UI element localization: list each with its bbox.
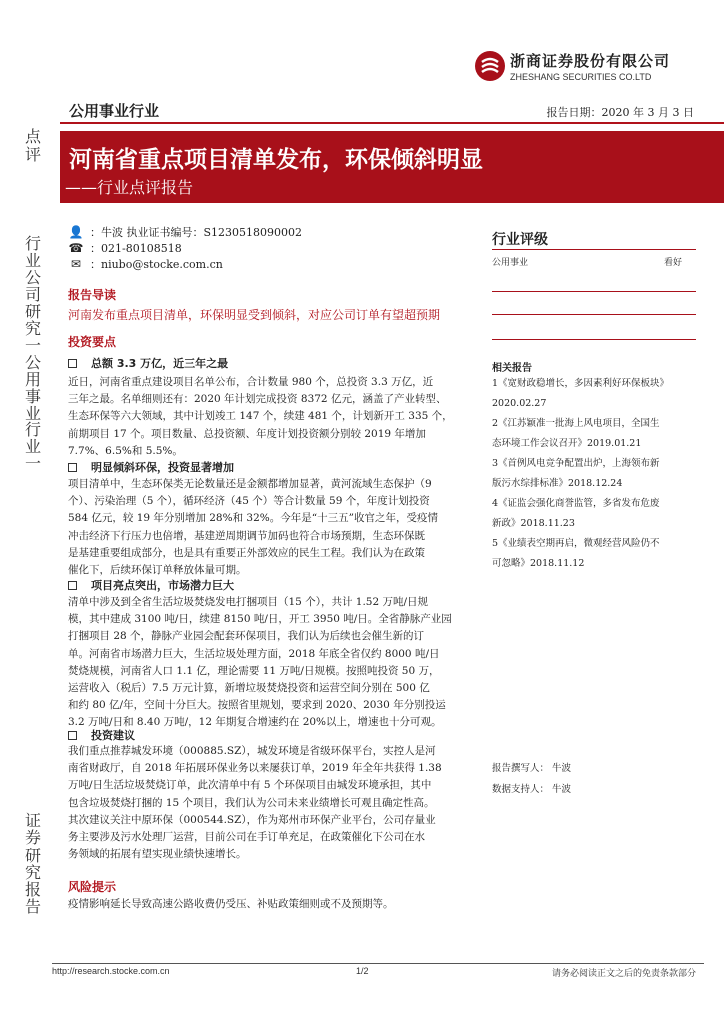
paragraph-line: 项目清单中，生态环保类无论数量还是金额都增加显著，黄河流域生态保护（9	[68, 478, 432, 490]
related-line: 1《宽财政稳增长，多因素利好环保板块》	[492, 378, 670, 389]
paragraph-line: 7.7%、6.5%和 5.5%。	[68, 444, 183, 457]
paragraph-line: 其次建议关注中原环保（000544.SZ），作为郑州市环保产业平台，公司存量业	[68, 813, 436, 826]
related-list	[492, 374, 692, 574]
point-heading-4	[68, 727, 135, 743]
paragraph-line: 和约 80 亿/年，空间十分巨大。按照省里规划，要求到 2020、2030 年分别投运	[68, 699, 446, 712]
rating-title: 行业评级	[492, 232, 548, 248]
left-char: 证	[24, 811, 41, 830]
email-text: ：niubo@stocke.com.cn	[90, 258, 223, 271]
report-subtitle: ——行业点评报告	[65, 178, 194, 197]
paragraph-line: 万吨/日生活垃圾焚烧订单，此次清单中有 5 个环保项目由城发环境承担，其中	[68, 779, 432, 792]
point-title: 明显倾斜环保，投资显著增加	[91, 461, 234, 474]
left-char: 业	[24, 250, 41, 270]
footer-disclaimer: 请务必阅读正文之后的免责条款部分	[551, 969, 696, 979]
rating-row	[492, 255, 682, 268]
paragraph-line: 运营收入（税后）7.5 万元计算，新增垃圾焚烧投资和运营空间分别在 500 亿	[68, 682, 430, 695]
left-char: 究	[24, 862, 41, 882]
mail-icon: ✉	[70, 257, 82, 271]
left-char: 一	[24, 335, 41, 355]
rating-divider-2	[492, 291, 696, 292]
left-char: 司	[24, 284, 41, 304]
left-char: 公	[24, 267, 41, 287]
left-char: 评	[24, 144, 41, 164]
header-divider	[60, 122, 724, 124]
guide-text: 河南发布重点项目清单，环保明显受到倾斜，对应公司订单有望超预期	[68, 308, 441, 322]
checkbox-icon	[68, 581, 77, 590]
paragraph-line: 三年之最。名单细则还有：2020 年计划完成投资 8372 亿元，涵盖了产业转型、	[68, 393, 447, 406]
rating-divider-4	[492, 339, 696, 340]
point-title: 项目亮点突出，市场潜力巨大	[91, 579, 234, 592]
paragraph-line: 模，其中建成 3100 吨/日，续建 8150 吨/日，开工 3950 吨/日。全省静脉产业园	[68, 613, 452, 626]
left-char: 公	[24, 352, 41, 372]
brand-logo	[474, 50, 670, 82]
left-char: 行	[24, 420, 41, 440]
paragraph-line: 是基建重要组成部分，也是具有重要正外部效应的民生工程。我们认为在政策	[68, 546, 425, 559]
report-title: 河南省重点项目清单发布，环保倾斜明显	[69, 147, 483, 173]
point-heading-2	[68, 459, 234, 475]
left-char: 研	[24, 301, 41, 321]
related-line: 新政》2018.11.23	[492, 518, 575, 529]
left-char: 业	[24, 437, 41, 457]
paragraph-line: 焚烧规模，河南省人口 1.1 亿，理论需要 11 万吨/日规模。按照吨投资 50 万，	[68, 664, 440, 677]
related-line: 3《首例风电竞争配置出炉，上海领布新	[492, 458, 660, 469]
related-line: 版污水综排标准》2018.12.24	[492, 478, 623, 489]
point-heading-1	[68, 355, 228, 371]
rating-divider-3	[492, 314, 696, 315]
rating-sector: 公用事业	[492, 258, 529, 268]
left-column-bottom	[20, 812, 46, 916]
left-char: 一	[24, 454, 41, 474]
checkbox-icon	[68, 731, 77, 740]
left-char: 告	[24, 897, 41, 917]
footer-divider	[52, 963, 704, 964]
related-line: 态环境工作会议召开》2019.01.21	[492, 438, 642, 449]
point-title: 总额 3.3 万亿，近三年之最	[91, 357, 229, 370]
brand-emblem-icon	[474, 50, 506, 82]
person-icon: 👤	[68, 225, 84, 239]
guide-heading: 报告导读	[68, 288, 117, 302]
left-char: 事	[24, 386, 41, 406]
paragraph-line: 3.2 万吨/日和 8.40 万吨/，12 年期复合增速约在 20%以上，增速也十分可观。	[68, 716, 442, 729]
paragraph-line: 584 亿元，较 19 年分别增加 28%和 32%。今年是“十三五”收官之年，受疫情	[68, 512, 439, 525]
paragraph-line: 打捆项目 28 个，静脉产业园会配套环保项目，我们认为后续也会催生新的订	[68, 630, 425, 643]
paragraph-line: 务领域的拓展有望实现业绩快速增长。	[68, 848, 247, 861]
point-title: 投资建议	[91, 729, 135, 742]
point-paragraph-4	[68, 743, 476, 863]
paragraph-line: 生态环保等六大领域，其中计划竣工 147 个，续建 481 个，计划新开工 335 个，	[68, 410, 453, 423]
paragraph-line: 近日，河南省重点建设项目名单公布，合计数量 980 个，总投资 3.3 万亿，近	[68, 376, 434, 388]
page-number: 1/2	[356, 966, 369, 976]
paragraph-line: 南省财政厅，自 2018 年拓展环保业务以来屡获订单，2019 年全年共获得 1.38	[68, 762, 442, 775]
paragraph-line: 我们重点推荐城发环境（000885.SZ），城发环境是省级环保平台，实控人是河	[68, 745, 436, 757]
left-char: 点	[24, 127, 41, 146]
paragraph-line: 单。河南省市场潜力巨大，生活垃圾处理方面，2018 年底全省仅约 8000 吨/日	[68, 647, 440, 660]
related-line: 可忽略》2018.11.12	[492, 558, 585, 569]
related-line: 5《业绩表空期再启，微观经营风险仍不	[492, 538, 660, 549]
footer-url[interactable]: http://research.stocke.com.cn	[52, 966, 170, 976]
checkbox-icon	[68, 463, 77, 472]
industry-label: 公用事业行业	[69, 102, 160, 120]
paragraph-line: 催化下，后续环保订单释放体量可期。	[68, 564, 247, 577]
left-char: 研	[24, 845, 41, 865]
left-char: 报	[24, 880, 41, 900]
left-char: 行	[24, 234, 41, 253]
data-supporter: 数据支持人： 牛波	[492, 784, 572, 795]
left-char: 究	[24, 318, 41, 338]
left-char: 业	[24, 403, 41, 423]
paragraph-line: 前期项目 17 个。项目数量、总投资额、年度计划投资额分别较 2019 年增加	[68, 427, 426, 440]
left-char: 用	[24, 369, 41, 389]
related-heading: 相关报告	[492, 363, 532, 374]
left-char: 券	[24, 828, 41, 848]
paragraph-line: 冲击经济下行压力也倍增，基建逆周期调节加码也符合市场预期，生态环保既	[68, 529, 425, 542]
report-date: 报告日期：2020 年 3 月 3 日	[546, 106, 694, 119]
point-paragraph-2	[68, 476, 476, 579]
paragraph-line: 务主要涉及污水处理厂运营，目前公司在手订单充足，在政策催化下公司在水	[68, 831, 425, 844]
related-line: 2020.02.27	[492, 398, 547, 409]
brand-name-en: ZHESHANG SECURITIES CO.LTD	[510, 72, 652, 82]
email-info	[68, 256, 223, 272]
points-heading: 投资要点	[68, 335, 117, 349]
rating-value: 看好	[663, 258, 682, 268]
paragraph-line: 个）、污染治理（5 个），循环经济（45 个）等合计数量 59 个，年度计划投资	[68, 495, 430, 508]
analyst-text: ：牛波 执业证书编号：S1230518090002	[90, 226, 303, 239]
brand-name-cn: 浙商证券股份有限公司	[510, 52, 671, 70]
report-writer: 报告撰写人： 牛波	[492, 763, 572, 774]
paragraph-line: 包含垃圾焚烧打捆的 15 个项目，我们认为公司未来业绩增长可观且确定性高。	[68, 796, 435, 809]
title-banner	[60, 131, 724, 203]
risk-heading: 风险提示	[68, 880, 117, 894]
point-paragraph-1	[68, 374, 476, 460]
phone-icon: ☎	[68, 241, 84, 255]
left-column-mid	[20, 236, 46, 473]
analyst-info	[68, 224, 302, 240]
phone-text: ：021-80108518	[90, 242, 182, 255]
point-heading-3	[68, 577, 234, 593]
left-column-top	[20, 128, 46, 163]
risk-text: 疫情影响延长导致高速公路收费仍受压、补贴政策细则或不及预期等。	[68, 898, 394, 910]
paragraph-line: 清单中涉及到全省生活垃圾焚烧发电打捆项目（15 个），共计 1.52 万吨/日规	[68, 596, 429, 608]
related-line: 2《江苏颖准一批海上风电项目，全国生	[492, 418, 660, 429]
related-line: 4《证监会强化商誉监管，多省发布危废	[492, 498, 660, 509]
phone-info	[68, 240, 182, 256]
point-paragraph-3	[68, 594, 476, 732]
rating-divider	[492, 249, 696, 250]
checkbox-icon	[68, 359, 77, 368]
